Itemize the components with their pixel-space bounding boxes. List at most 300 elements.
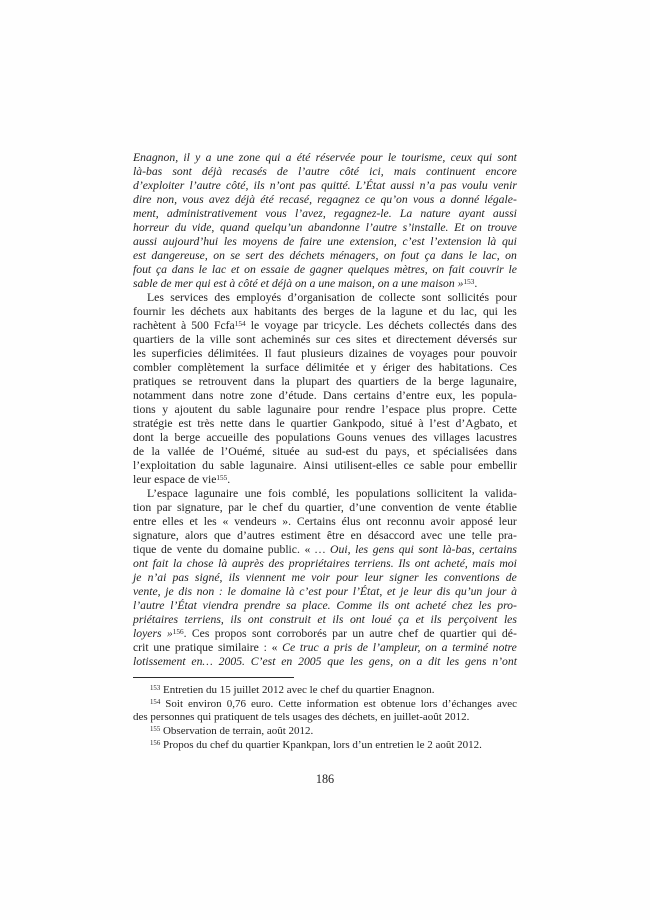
text-segment: l’exploitation: [133, 459, 196, 472]
text-segment: des: [268, 557, 285, 570]
text-segment: ajoutent: [174, 403, 213, 416]
footnote-line: [133, 698, 517, 712]
text-segment: ils: [430, 613, 442, 626]
footnote-line: [133, 684, 517, 698]
text-segment: sa: [286, 599, 297, 612]
text-segment: fout: [400, 249, 420, 262]
text-segment: du: [442, 305, 455, 318]
text-segment: d’étude.: [278, 389, 317, 402]
text-segment: les: [355, 543, 369, 556]
text-segment: désaccord: [367, 529, 415, 542]
text-segment: se: [182, 375, 193, 388]
text-segment: là-bas,: [442, 543, 475, 556]
text-segment: C’est: [250, 655, 276, 668]
text-segment: berge: [174, 431, 201, 444]
text-segment: signé,: [194, 571, 223, 584]
text-segment: berge: [438, 375, 464, 388]
text-segment: continuent: [426, 165, 476, 178]
body-text-line: [133, 571, 517, 585]
text-segment: la: [250, 361, 259, 374]
text-segment: sable de mer qui est à côté et déjà on a une maison, on a une maison »: [133, 277, 464, 290]
text-segment: c’est: [402, 235, 425, 248]
text-segment: de: [423, 627, 435, 640]
text-segment: rendre: [345, 403, 376, 416]
text-segment: de: [202, 445, 214, 458]
body-text-line: [133, 487, 517, 501]
body-text-line: [133, 529, 517, 543]
text-segment: entre: [133, 515, 157, 528]
text-segment: les: [336, 487, 350, 500]
text-segment: autre: [369, 627, 393, 640]
footnotes: [133, 684, 517, 752]
text-segment: .: [474, 277, 478, 290]
body-text-line: [133, 193, 517, 207]
text-segment: des: [268, 249, 285, 262]
text-segment: lac: [211, 263, 227, 276]
text-segment: vente: [455, 501, 481, 514]
text-segment: conventions: [443, 571, 500, 584]
text-segment: y: [370, 361, 377, 374]
text-segment: mais: [393, 165, 416, 178]
text-segment: sert: [245, 249, 264, 262]
body-text: [133, 151, 517, 669]
text-segment: là-bas: [133, 165, 163, 178]
text-segment: euro.: [251, 697, 274, 710]
text-segment: de: [161, 543, 173, 556]
text-segment: l’Ouémé,: [221, 445, 265, 458]
text-segment: les: [133, 347, 146, 360]
text-segment: de: [360, 305, 372, 318]
text-segment: Ces: [499, 361, 517, 374]
text-segment: lac,: [482, 249, 500, 262]
text-segment: quartier: [290, 417, 327, 430]
text-segment: d’exploiter: [133, 179, 185, 192]
text-segment: construit: [269, 613, 311, 626]
text-segment: chez: [451, 599, 473, 612]
text-segment: on: [432, 263, 445, 276]
text-segment: dis: [436, 585, 451, 598]
text-segment: déjà: [201, 165, 223, 178]
body-text-line: [133, 445, 517, 459]
text-segment: sont: [421, 291, 442, 304]
text-segment: l’État,: [352, 585, 383, 598]
body-text-line: [133, 235, 517, 249]
text-segment: retrouvent: [198, 375, 247, 388]
text-segment: une: [153, 641, 171, 654]
text-segment: moi: [499, 557, 517, 570]
text-segment: venues: [373, 431, 406, 444]
body-text-line: [133, 557, 517, 571]
text-segment: terriens,: [184, 613, 224, 626]
text-segment: obtenue: [380, 697, 416, 710]
text-segment: la: [159, 431, 169, 444]
text-segment: dis: [178, 585, 192, 598]
text-segment: pour: [336, 571, 359, 584]
text-segment: de: [276, 165, 288, 178]
text-segment: ménagers,: [330, 249, 379, 262]
text-segment: je: [400, 585, 409, 598]
text-segment: sollicités: [447, 291, 490, 304]
body-text-line: [133, 221, 517, 235]
text-segment: apposé: [460, 515, 493, 528]
text-segment: le: [250, 319, 260, 332]
text-segment: faire: [299, 235, 322, 248]
text-segment: chef: [398, 627, 419, 640]
text-segment: une: [327, 235, 345, 248]
text-segment: le: [468, 249, 478, 262]
body-text-line: [133, 249, 517, 263]
text-segment: dangereuse,: [151, 249, 208, 262]
paragraph: [133, 291, 517, 487]
text-segment: les: [223, 235, 237, 248]
text-segment: auprès: [231, 557, 264, 570]
text-segment: et: [382, 333, 391, 346]
text-segment: Gouns: [336, 431, 368, 444]
text-segment: tion: [133, 501, 152, 514]
text-segment: n’a: [419, 179, 436, 192]
text-segment: «: [304, 543, 311, 556]
text-segment: et: [317, 613, 326, 626]
text-segment: de: [505, 571, 517, 584]
text-segment: sur: [315, 333, 331, 346]
text-segment: sable: [420, 459, 445, 472]
footnote-reference: 154: [150, 698, 161, 706]
text-segment: les: [461, 389, 475, 402]
text-segment: pas: [172, 571, 189, 584]
text-segment: vous: [412, 193, 435, 206]
text-segment: La: [399, 207, 413, 220]
text-segment: elles: [162, 515, 184, 528]
text-segment: priétaires: [133, 613, 179, 626]
text-segment: déchets: [190, 305, 226, 318]
text-segment: et: [508, 417, 517, 430]
text-segment: lagune: [391, 305, 423, 318]
text-segment: avec: [420, 529, 443, 542]
text-segment: ils: [377, 599, 389, 612]
text-segment: propre.: [452, 403, 486, 416]
text-segment: des: [416, 361, 433, 374]
text-segment: une: [448, 529, 466, 542]
text-segment: venir: [492, 179, 517, 192]
text-segment: qui: [482, 305, 498, 318]
text-segment: nette: [220, 417, 243, 430]
text-segment: les: [349, 655, 363, 668]
text-segment: que: [213, 529, 231, 542]
text-segment: des: [335, 375, 352, 388]
text-segment: avec: [496, 697, 517, 710]
text-segment: que: [327, 655, 345, 668]
text-segment: ils: [332, 613, 344, 626]
text-segment: de: [283, 235, 295, 248]
text-segment: villages: [433, 431, 470, 444]
text-segment: d’Agbato,: [455, 417, 503, 430]
text-segment: dans: [495, 445, 517, 458]
text-segment: en: [350, 529, 362, 542]
text-segment: rachètent: [133, 319, 176, 332]
text-segment: quand: [220, 221, 250, 234]
text-segment: lors: [420, 697, 438, 710]
text-segment: vide,: [191, 221, 215, 234]
text-segment: pour: [360, 151, 383, 164]
text-segment: pas: [299, 179, 316, 192]
footnote-reference: 155: [216, 473, 228, 482]
body-text-line: [133, 501, 517, 515]
text-segment: dizaines: [348, 347, 388, 360]
text-segment: terriens.: [354, 557, 394, 570]
text-segment: sont: [497, 151, 517, 164]
text-segment: ».: [282, 515, 291, 528]
text-segment: pris: [334, 641, 353, 654]
body-text-line: [133, 403, 517, 417]
text-segment: certains: [353, 389, 390, 402]
text-segment: de: [356, 641, 368, 654]
text-segment: …: [315, 543, 326, 556]
text-segment: alors: [185, 529, 208, 542]
text-segment: L’espace: [147, 487, 189, 500]
text-segment: de: [133, 445, 145, 458]
body-text-line: [133, 515, 517, 529]
text-segment: ces: [335, 333, 351, 346]
text-segment: fois: [268, 487, 286, 500]
text-segment: «: [271, 641, 278, 654]
text-segment: du: [366, 445, 378, 458]
text-segment: telle: [471, 529, 492, 542]
text-segment: l’ampleur,: [372, 641, 421, 654]
text-segment: »: [166, 627, 173, 640]
text-segment: côté,: [226, 179, 249, 192]
text-segment: Ce: [282, 641, 296, 654]
body-text-line: [133, 599, 517, 613]
text-segment: d’échanges: [442, 697, 492, 710]
text-segment: regagnez-le.: [333, 207, 392, 220]
text-segment: du: [202, 459, 214, 472]
text-segment: Gankpodo,: [332, 417, 385, 430]
text-segment: je: [133, 571, 142, 584]
body-text-line: [133, 417, 517, 431]
text-segment: délimitée: [305, 361, 350, 374]
text-segment: d’entre: [396, 389, 430, 402]
body-text-line: [133, 347, 517, 361]
text-segment: d’une: [349, 501, 376, 514]
text-segment: du: [218, 403, 231, 416]
text-segment: gagner: [309, 263, 343, 276]
text-segment: et: [386, 585, 396, 598]
text-segment: administrativement: [166, 207, 258, 220]
text-segment: les: [171, 305, 185, 318]
text-segment: il: [183, 151, 190, 164]
text-segment: fout: [133, 263, 152, 276]
text-segment: complètement: [177, 361, 244, 374]
text-segment: y: [195, 151, 201, 164]
text-segment: signer: [389, 571, 419, 584]
text-segment: populations: [355, 487, 411, 500]
text-segment: similaire: [217, 641, 259, 654]
text-segment: au: [307, 445, 319, 458]
text-segment: lac,: [460, 305, 478, 318]
text-segment: ont: [414, 557, 430, 570]
text-segment: tions: [133, 403, 156, 416]
text-segment: Ils: [398, 557, 411, 570]
text-segment: de: [293, 263, 305, 276]
text-segment: la: [172, 557, 183, 570]
text-segment: non,: [156, 193, 178, 206]
text-segment: abandonne: [307, 221, 360, 234]
text-segment: aujourd’hui: [162, 235, 219, 248]
text-segment: mètres,: [394, 263, 428, 276]
text-segment: n’ai: [147, 571, 167, 584]
text-segment: ceux: [450, 151, 472, 164]
text-segment: horreur: [133, 221, 169, 234]
text-segment: y: [162, 403, 169, 416]
text-segment: couvrir: [469, 263, 504, 276]
text-segment: pour: [317, 403, 339, 416]
text-segment: zone: [250, 389, 273, 402]
text-segment: de: [361, 291, 373, 304]
text-segment: domaine: [222, 543, 264, 556]
body-text-line: [133, 627, 517, 641]
text-segment: ont: [247, 613, 263, 626]
text-segment: signature,: [176, 501, 223, 514]
text-segment: ayant: [458, 207, 485, 220]
footnote: [133, 698, 517, 725]
text-segment: acheminés: [261, 333, 311, 346]
text-segment: vente,: [133, 585, 161, 598]
text-segment: plus: [426, 403, 446, 416]
text-segment: l’autre: [189, 179, 221, 192]
text-segment: sont: [172, 165, 192, 178]
text-segment: leur: [364, 571, 384, 584]
body-text-line: [133, 375, 517, 389]
text-segment: leur espace de vie: [133, 473, 217, 486]
text-segment: la: [281, 375, 290, 388]
footnote-reference: 153: [463, 277, 475, 286]
text-segment: les: [424, 571, 438, 584]
text-segment: vous: [265, 207, 287, 220]
text-segment: qui: [477, 151, 493, 164]
text-segment: non: [196, 585, 215, 598]
text-segment: pour: [453, 347, 475, 360]
text-segment: populations: [275, 431, 331, 444]
text-segment: des: [214, 291, 230, 304]
text-segment: déchets: [289, 249, 325, 262]
text-segment: les: [203, 515, 217, 528]
text-segment: et: [417, 445, 426, 458]
body-text-line: [133, 207, 517, 221]
footnote-line: [133, 739, 517, 753]
text-segment: 2005: [298, 655, 322, 668]
text-segment: plupart: [296, 375, 330, 388]
text-segment: plusieurs: [301, 347, 344, 360]
text-segment: du: [174, 221, 187, 234]
text-segment: Dans: [323, 389, 348, 402]
text-segment: l’autre: [365, 221, 397, 234]
body-text-line: [133, 543, 517, 557]
text-segment: encore: [485, 165, 517, 178]
text-segment: services: [170, 291, 208, 304]
text-segment: sont: [251, 627, 272, 640]
text-segment: Il: [264, 347, 272, 360]
text-segment: :: [218, 585, 223, 598]
text-segment: acheté,: [434, 557, 468, 570]
text-segment: dans: [253, 375, 275, 388]
text-segment: on: [383, 249, 396, 262]
text-segment: fait: [152, 557, 169, 570]
text-segment: L’État: [355, 179, 386, 192]
text-segment: me: [291, 571, 306, 584]
text-segment: dans: [191, 389, 214, 402]
text-segment: par: [303, 319, 319, 332]
text-segment: être: [326, 529, 345, 542]
body-text-line: [133, 389, 517, 403]
text-segment: embellir: [478, 459, 517, 472]
text-segment: des: [411, 431, 428, 444]
text-segment: essaie: [260, 263, 290, 276]
text-segment: l’autre: [298, 165, 330, 178]
text-segment: dé-: [501, 627, 517, 640]
text-segment: vallée: [167, 445, 196, 458]
text-segment: collecte: [378, 291, 416, 304]
body-text-line: [133, 585, 517, 599]
text-segment: une: [216, 151, 234, 164]
text-segment: n’ont: [492, 655, 517, 668]
text-segment: Oui,: [330, 543, 351, 556]
text-segment: crit: [133, 641, 149, 654]
text-segment: chef: [262, 501, 283, 514]
text-segment: du: [287, 501, 300, 514]
paragraph: [133, 487, 517, 669]
text-segment: .: [183, 627, 187, 640]
text-segment: la: [377, 305, 386, 318]
text-segment: le: [387, 151, 397, 164]
text-segment: ce: [403, 459, 414, 472]
text-segment: vous: [182, 193, 204, 206]
text-segment: vendeurs: [234, 515, 277, 528]
text-segment: Propos du chef du quartier Kpankpan, lors d’un entretien le 2 août 2012.: [160, 738, 482, 751]
body-text-line: [133, 319, 517, 333]
text-segment: habitants: [254, 305, 297, 318]
text-segment: les: [503, 613, 517, 626]
text-segment: lagunaire,: [470, 375, 517, 388]
text-segment: établie: [485, 501, 517, 514]
text-segment: ont: [349, 613, 365, 626]
text-segment: comblé,: [292, 487, 330, 500]
text-segment: environ: [188, 697, 222, 710]
text-segment: popula-: [481, 389, 517, 402]
text-segment: pra-: [498, 529, 517, 542]
text-segment: place.: [302, 599, 331, 612]
text-segment: ont: [394, 599, 410, 612]
text-segment: public.: [267, 543, 300, 556]
text-segment: été: [296, 151, 311, 164]
text-segment: élus: [341, 515, 361, 528]
text-segment: on: [425, 641, 437, 654]
text-segment: sud-est: [325, 445, 359, 458]
body-text-line: [133, 459, 517, 473]
text-segment: Observation de terrain, août 2012.: [160, 725, 314, 738]
text-segment: aussi: [390, 179, 415, 192]
text-segment: d’organisation: [287, 291, 355, 304]
body-text-line: [133, 263, 517, 277]
text-segment: voyages: [409, 347, 448, 360]
text-segment: jour: [486, 585, 507, 598]
text-segment: l’État: [170, 599, 197, 612]
text-segment: le: [248, 501, 257, 514]
text-segment: a: [285, 151, 292, 164]
text-segment: qu’on: [380, 193, 408, 206]
text-segment: de: [392, 347, 404, 360]
text-segment: recasés: [232, 165, 267, 178]
text-segment: Les: [147, 291, 164, 304]
